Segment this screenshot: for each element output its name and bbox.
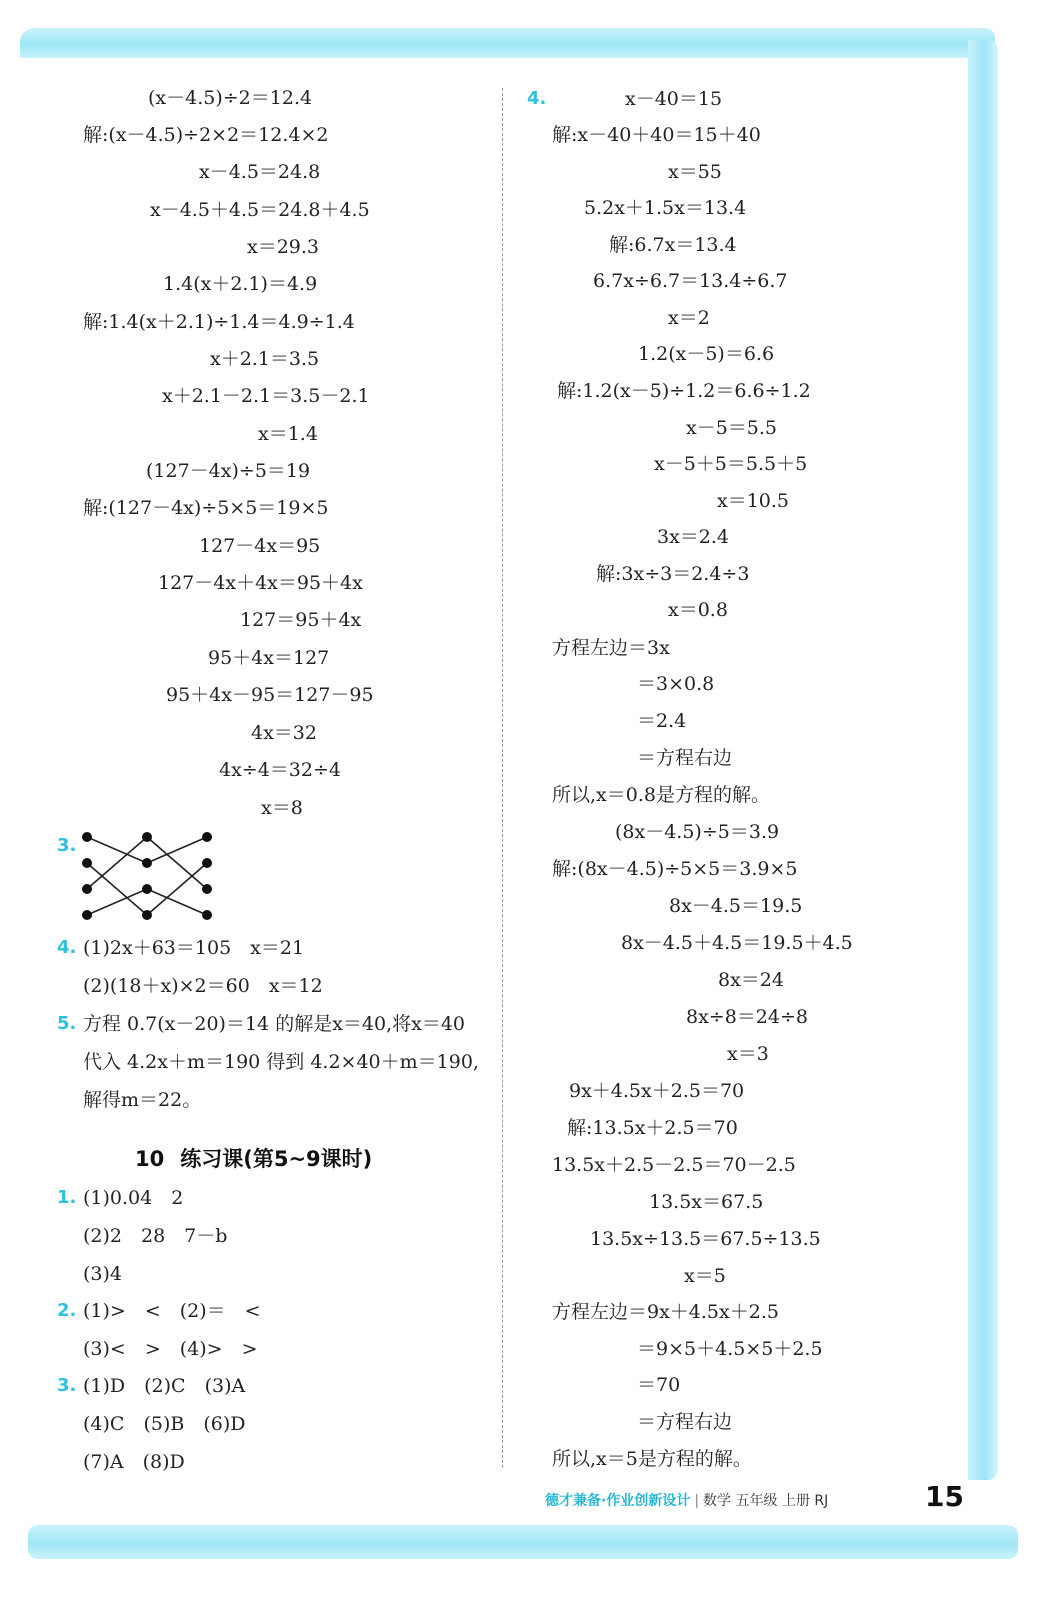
footer-separator: | xyxy=(694,1493,700,1509)
left-line: x＋2.1－2.1＝3.5－2.1 xyxy=(162,385,370,407)
match-dot xyxy=(202,884,212,894)
match-dot xyxy=(202,858,212,868)
right-line: ＝方程右边 xyxy=(637,747,733,769)
right-line: ＝3×0.8 xyxy=(637,673,715,695)
footer-brand: 德才兼备·作业创新设计 xyxy=(545,1493,691,1509)
lesson-number: 10 xyxy=(135,1147,165,1171)
match-dot xyxy=(82,832,92,842)
right-line: 解:x－40＋40＝15＋40 xyxy=(552,124,761,146)
match-line xyxy=(147,889,207,915)
right-line: 5.2x＋1.5x＝13.4 xyxy=(584,197,747,219)
question-4-line: (1)2x＋63＝105 x＝21 xyxy=(83,937,305,959)
lesson-q1-line: (2)2 28 7－b xyxy=(83,1225,228,1247)
left-line: (127－4x)÷5＝19 xyxy=(146,460,311,482)
right-question-number: 4. xyxy=(527,88,547,109)
right-line: 解:1.2(x－5)÷1.2＝6.6÷1.2 xyxy=(557,380,811,402)
right-line: x＝5 xyxy=(684,1265,726,1287)
right-line: 解:3x÷3＝2.4÷3 xyxy=(596,563,750,585)
footer-edition: RJ xyxy=(814,1493,829,1509)
question-4-number: 4. xyxy=(57,937,77,958)
right-line: ＝9×5＋4.5×5＋2.5 xyxy=(637,1338,823,1360)
right-line: 3x＝2.4 xyxy=(657,526,730,548)
match-dot xyxy=(142,832,152,842)
lesson-q2-line: (1)> < (2)＝ < xyxy=(83,1300,261,1322)
lesson-q3-number: 3. xyxy=(57,1375,77,1396)
right-line: x＝2 xyxy=(668,307,710,329)
page-frame-bottom xyxy=(28,1525,1018,1559)
left-line: 解:(x－4.5)÷2×2＝12.4×2 xyxy=(83,124,329,146)
lesson-heading xyxy=(135,1146,372,1172)
right-line: 所以,x＝5是方程的解。 xyxy=(552,1448,752,1470)
match-dot xyxy=(82,910,92,920)
footer-grade: 五年级 xyxy=(735,1493,778,1509)
left-line: 127＝95＋4x xyxy=(240,609,362,631)
right-line: (8x－4.5)÷5＝3.9 xyxy=(615,821,780,843)
match-dot xyxy=(82,884,92,894)
match-line xyxy=(147,837,207,889)
question-4-line: (2)(18＋x)×2＝60 x＝12 xyxy=(83,975,323,997)
match-dot xyxy=(142,884,152,894)
lesson-q3-line: (1)D (2)C (3)A xyxy=(83,1375,246,1397)
right-line: 13.5x＋2.5－2.5＝70－2.5 xyxy=(552,1154,796,1176)
left-line: 127－4x＋4x＝95＋4x xyxy=(158,572,363,594)
match-line xyxy=(147,837,207,863)
footer-volume: 上册 xyxy=(781,1493,810,1509)
match-dot xyxy=(202,832,212,842)
page-frame-right xyxy=(968,40,998,1480)
match-dot xyxy=(142,910,152,920)
left-line: x－4.5＝24.8 xyxy=(199,161,321,183)
left-line: 95＋4x＝127 xyxy=(208,647,330,669)
right-line: 8x＝24 xyxy=(718,969,784,991)
left-line: x－4.5＋4.5＝24.8＋4.5 xyxy=(150,199,370,221)
matching-diagram xyxy=(80,830,220,926)
page-frame-top xyxy=(20,28,995,58)
match-dot xyxy=(82,858,92,868)
match-line xyxy=(87,889,147,915)
right-line: 方程左边＝9x＋4.5x＋2.5 xyxy=(552,1301,779,1323)
lesson-q3-line: (4)C (5)B (6)D xyxy=(83,1413,246,1435)
left-line: x＋2.1＝3.5 xyxy=(210,348,320,370)
right-line: ＝70 xyxy=(637,1374,681,1396)
right-line: x＝10.5 xyxy=(717,490,790,512)
lesson-q1-line: (3)4 xyxy=(83,1263,123,1285)
left-line: 解:(127－4x)÷5×5＝19×5 xyxy=(83,497,329,519)
right-line: 8x÷8＝24÷8 xyxy=(686,1006,808,1028)
right-line: 8x－4.5＝19.5 xyxy=(669,895,803,917)
right-line: x－5＝5.5 xyxy=(686,417,778,439)
match-line xyxy=(147,863,207,915)
lesson-q2-number: 2. xyxy=(57,1300,77,1321)
lesson-q2-line: (3)< > (4)> > xyxy=(83,1338,258,1360)
question-5-line: 方程 0.7(x－20)＝14 的解是x＝40,将x＝40 xyxy=(83,1013,466,1035)
right-line: 所以,x＝0.8是方程的解。 xyxy=(552,784,770,806)
match-dot xyxy=(142,858,152,868)
match-line xyxy=(87,863,147,915)
question-3-number: 3. xyxy=(57,835,77,856)
left-line: 95＋4x－95＝127－95 xyxy=(166,684,374,706)
lesson-q1-line: (1)0.04 2 xyxy=(83,1187,184,1209)
right-line: 1.2(x－5)＝6.6 xyxy=(638,343,775,365)
right-line: 解:6.7x＝13.4 xyxy=(609,234,737,256)
right-line: 6.7x÷6.7＝13.4÷6.7 xyxy=(593,270,788,292)
right-line: ＝2.4 xyxy=(637,710,687,732)
right-line: 解:13.5x＋2.5＝70 xyxy=(567,1117,738,1139)
question-5-number: 5. xyxy=(57,1013,77,1034)
page-number: 15 xyxy=(925,1480,964,1513)
page-footer xyxy=(545,1488,828,1514)
left-line: 解:1.4(x＋2.1)÷1.4＝4.9÷1.4 xyxy=(83,311,355,333)
match-line xyxy=(87,837,147,889)
left-line: 4x＝32 xyxy=(251,722,317,744)
question-5-line: 代入 4.2x＋m＝190 得到 4.2×40＋m＝190, xyxy=(83,1051,479,1073)
left-line: (x－4.5)÷2＝12.4 xyxy=(148,87,313,109)
match-line xyxy=(87,837,147,863)
left-line: 127－4x＝95 xyxy=(199,535,321,557)
question-5-line: 解得m＝22。 xyxy=(83,1089,202,1111)
footer-subject: 数学 xyxy=(703,1493,732,1509)
right-line: 9x＋4.5x＋2.5＝70 xyxy=(569,1080,745,1102)
right-line: 13.5x÷13.5＝67.5÷13.5 xyxy=(590,1228,821,1250)
left-line: 1.4(x＋2.1)＝4.9 xyxy=(163,273,318,295)
right-line: x－40＝15 xyxy=(625,88,723,110)
match-dot xyxy=(202,910,212,920)
right-line: ＝方程右边 xyxy=(637,1411,733,1433)
left-line: 4x÷4＝32÷4 xyxy=(219,759,341,781)
right-line: 13.5x＝67.5 xyxy=(649,1191,764,1213)
right-line: x＝0.8 xyxy=(668,599,728,621)
right-line: x－5＋5＝5.5＋5 xyxy=(654,453,808,475)
right-line: x＝55 xyxy=(668,161,722,183)
right-line: 方程左边＝3x xyxy=(552,637,670,659)
right-line: 解:(8x－4.5)÷5×5＝3.9×5 xyxy=(552,858,798,880)
right-line: x＝3 xyxy=(727,1043,769,1065)
left-line: x＝8 xyxy=(261,797,303,819)
column-divider xyxy=(502,88,503,1468)
lesson-q3-line: (7)A (8)D xyxy=(83,1451,185,1473)
lesson-q1-number: 1. xyxy=(57,1187,77,1208)
right-line: 8x－4.5＋4.5＝19.5＋4.5 xyxy=(621,932,853,954)
left-line: x＝29.3 xyxy=(247,236,320,258)
left-line: x＝1.4 xyxy=(258,423,318,445)
lesson-title: 练习课(第5~9课时) xyxy=(180,1147,373,1171)
